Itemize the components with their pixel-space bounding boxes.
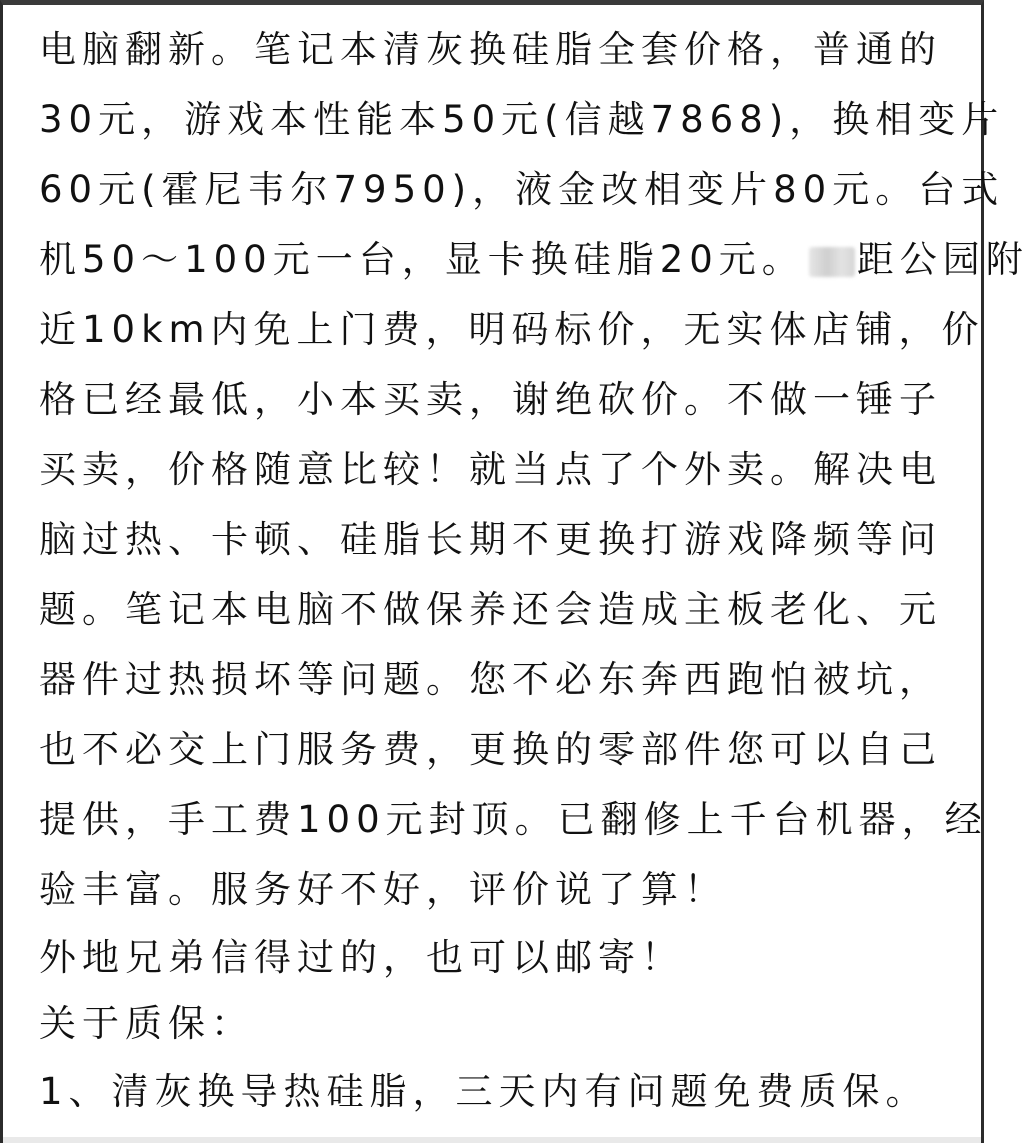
text-segment: 机50～100元一台，显卡换硅脂20元。 (39, 238, 805, 281)
text-line: 格已经最低，小本买卖，谢绝砍价。不做一锤子 (39, 378, 942, 421)
text-line: 外地兄弟信得过的，也可以邮寄！ (39, 936, 684, 979)
text-line: 脑过热、卡顿、硅脂长期不更换打游戏降频等问 (39, 518, 942, 561)
handwritten-text-block (39, 15, 1029, 1127)
text-line: 验丰富。服务好不好，评价说了算！ (39, 868, 727, 911)
text-line: 提供，手工费100元封顶。已翻修上千台机器，经 (39, 798, 988, 841)
text-line: 近10km内免上门费，明码标价，无实体店铺，价 (39, 308, 985, 351)
text-line: 题。笔记本电脑不做保养还会造成主板老化、元 (39, 588, 942, 631)
text-line: 买卖，价格随意比较！就当点了个外卖。解决电 (39, 448, 942, 491)
text-line (39, 225, 1029, 295)
text-line: 器件过热损坏等问题。您不必东奔西跑怕被坑， (39, 658, 942, 701)
text-line: 30元，游戏本性能本50元(信越7868)，换相变片 (39, 98, 1005, 141)
text-line: 电脑翻新。笔记本清灰换硅脂全套价格，普通的 (39, 28, 942, 71)
text-line: 1、清灰换导热硅脂，三天内有问题免费质保。 (39, 1070, 929, 1113)
text-line: 关于质保： (39, 1002, 254, 1045)
redacted-location (809, 247, 855, 277)
text-segment: 距公园附 (856, 238, 1029, 281)
bottom-edge (3, 1137, 981, 1143)
text-line: 60元(霍尼韦尔7950)，液金改相变片80元。台式 (39, 168, 1005, 211)
text-line: 也不必交上门服务费，更换的零部件您可以自己 (39, 728, 942, 771)
